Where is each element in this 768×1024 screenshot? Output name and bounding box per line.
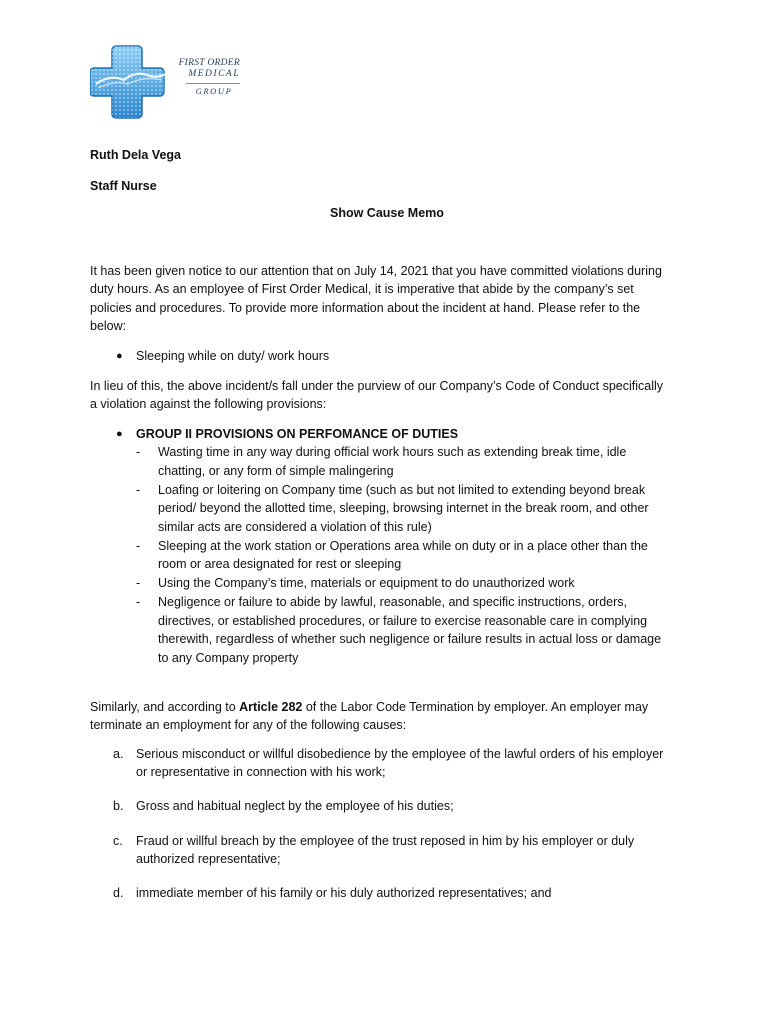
provision-heading: GROUP II PROVISIONS ON PERFOMANCE OF DUTIES <box>136 427 459 441</box>
intro-line: below: <box>90 319 127 333</box>
provision-item: Using the Company’s time, materials or equipment to do unauthorized work <box>158 576 575 590</box>
article-reference: Article 282 <box>239 700 303 714</box>
intro-line: It has been given notice to our attention that on July 14, 2021 that you have committed violations during <box>90 264 662 278</box>
intro-line: duty hours. As an employee of First Order Medical, it is imperative that abide by the company’s set <box>90 282 634 296</box>
article-line <box>90 698 648 716</box>
provision-item: similar acts are considered a violation of this rule) <box>158 520 432 534</box>
dash-marker: - <box>136 576 141 590</box>
logo-line-2: MEDICAL <box>188 69 240 79</box>
article-post: of the Labor Code Termination by employer. An employer may <box>302 700 649 714</box>
dash-marker: - <box>136 595 141 609</box>
dash-marker: - <box>136 539 141 553</box>
dash-marker: - <box>136 483 141 497</box>
cause-item: or representative in connection with his work; <box>136 765 386 779</box>
intro-line: policies and procedures. To provide more information about the incident at hand. Please refer to the <box>90 301 641 315</box>
lieu-line: In lieu of this, the above incident/s fall under the purview of our Company’s Code of Conduct specifically <box>90 379 664 393</box>
cause-item: immediate member of his family or his duly authorized representatives; and <box>136 886 552 900</box>
lieu-line: a violation against the following provisions: <box>90 397 327 411</box>
cause-marker: c. <box>113 834 123 848</box>
recipient-position: Staff Nurse <box>90 179 157 193</box>
memo-title: Show Cause Memo <box>330 206 444 220</box>
bullet-icon: ● <box>116 428 123 440</box>
recipient-name: Ruth Dela Vega <box>90 148 181 162</box>
logo-line-3: GROUP <box>195 86 233 96</box>
provision-item: room or area designated for rest or sleeping <box>158 557 402 571</box>
dash-marker: - <box>136 445 141 459</box>
provision-item: Sleeping at the work station or Operations area while on duty or in a place other than the <box>158 539 648 553</box>
logo-wordmark <box>178 58 240 97</box>
cause-item: Gross and habitual neglect by the employee of his duties; <box>136 799 454 813</box>
cause-marker: d. <box>113 886 124 900</box>
article-line: terminate an employment for any of the following causes: <box>90 718 407 732</box>
provision-item: Wasting time in any way during official work hours such as extending break time, idle <box>158 445 627 459</box>
medical-cross-icon <box>90 44 170 120</box>
provision-item: therewith, regardless of whether such negligence or failure results in actual loss or damage <box>158 632 662 646</box>
logo-line-1: FIRST ORDER <box>178 58 240 68</box>
logo-rule <box>186 83 240 84</box>
provision-item: period/ beyond the allotted time, sleeping, browsing internet in the break room, and other <box>158 501 649 515</box>
incident-item: Sleeping while on duty/ work hours <box>136 349 330 363</box>
cause-item: Serious misconduct or willful disobedience by the employee of the lawful orders of his employer <box>136 747 664 761</box>
cause-item: authorized representative; <box>136 852 281 866</box>
article-pre: Similarly, and according to <box>90 700 240 714</box>
cause-marker: b. <box>113 799 124 813</box>
provision-item: to any Company property <box>158 651 299 665</box>
cause-marker: a. <box>113 747 124 761</box>
cause-item: Fraud or willful breach by the employee of the trust reposed in him by his employer or duly <box>136 834 635 848</box>
bullet-icon: ● <box>116 350 123 362</box>
provision-item: Loafing or loitering on Company time (such as but not limited to extending beyond break <box>158 483 646 497</box>
company-logo <box>90 44 240 120</box>
provision-item: chatting, or any form of simple malingering <box>158 464 394 478</box>
provision-item: Negligence or failure to abide by lawful, reasonable, and specific instructions, orders, <box>158 595 628 609</box>
provision-item: directives, or established procedures, or failure to exercise reasonable care in complying <box>158 614 648 628</box>
